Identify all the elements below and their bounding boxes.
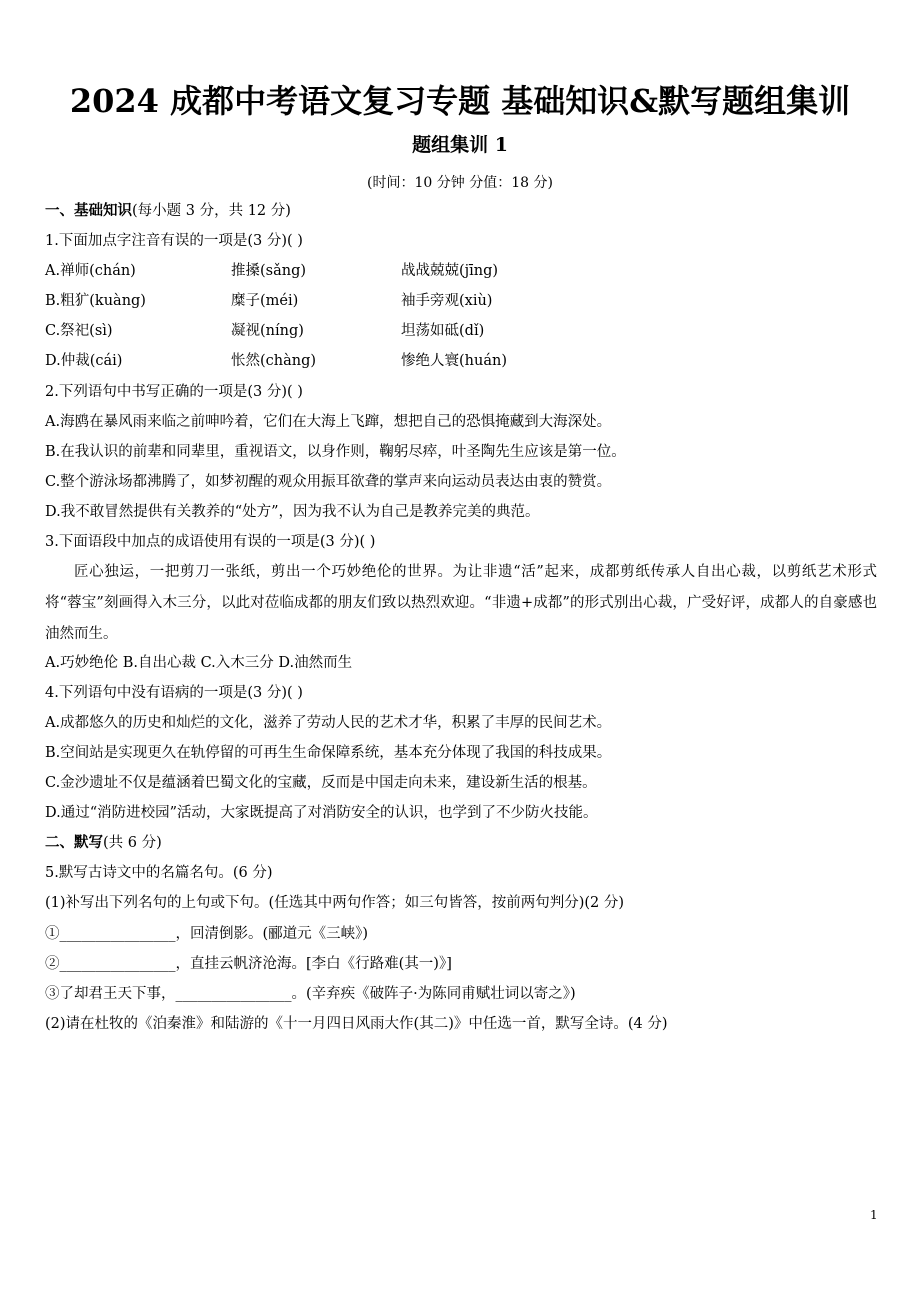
section2-heading-line	[45, 833, 162, 853]
q5-line-1: ①________________，回清倒影。(郦道元《三峡》)	[45, 926, 369, 942]
q1-option-c-item3: 坦荡如砥(dǐ)	[401, 323, 485, 339]
q1-option-a-item1: A.禅师(chán)	[45, 263, 136, 279]
q2-option-a: A.海鸥在暴风雨来临之前呻吟着，它们在大海上飞蹿，想把自己的恐惧掩藏到大海深处。	[45, 414, 612, 430]
q1-stem: 1.下面加点字注音有误的一项是(3 分)( )	[45, 233, 303, 249]
q1-option-b-item2: 糜子(méi)	[231, 293, 299, 309]
q5-stem: 5.默写古诗文中的名篇名句。(6 分)	[45, 865, 273, 881]
q4-stem: 4.下列语句中没有语病的一项是(3 分)( )	[45, 685, 303, 701]
q1-option-c-item2: 凝视(níng)	[231, 323, 304, 339]
q2-option-d: D.我不敢冒然提供有关教养的“处方”，因为我不认为自己是教养完美的典范。	[45, 504, 540, 520]
q2-stem: 2.下列语句中书写正确的一项是(3 分)( )	[45, 384, 303, 400]
section1-heading: 一、基础知识	[45, 202, 132, 219]
q4-option-d: D.通过“消防进校园”活动，大家既提高了对消防安全的认识，也学到了不少防火技能。	[45, 805, 598, 821]
time-score-info: (时间：10 分钟 分值：18 分)	[367, 175, 553, 191]
q2-option-c: C.整个游泳场都沸腾了，如梦初醒的观众用振耳欲聋的掌声来向运动员表达由衷的赞赏。	[45, 474, 612, 490]
q5-part1: (1)补写出下列名句的上句或下句。(任选其中两句作答；如三句皆答，按前两句判分)(2 分)	[45, 895, 624, 911]
q5-part2: (2)请在杜牧的《泊秦淮》和陆游的《十一月四日风雨大作(其二)》中任选一首，默写全诗。(4 分)	[45, 1016, 668, 1032]
q1-option-d-item3: 惨绝人寰(huán)	[401, 353, 507, 369]
q4-option-b: B.空间站是实现更久在轨停留的可再生生命保障系统，基本充分体现了我国的科技成果。	[45, 745, 612, 761]
q1-option-d-item2: 怅然(chàng)	[231, 353, 317, 369]
q1-option-b-item1: B.粗犷(kuàng)	[45, 293, 146, 309]
q1-option-c-item1: C.祭祀(sì)	[45, 323, 113, 339]
q5-line-2: ②________________，直挂云帆济沧海。[李白《行路难(其一)》]	[45, 956, 452, 972]
q2-option-b: B.在我认识的前辈和同辈里，重视语文，以身作则，鞠躬尽瘁，叶圣陶先生应该是第一位。	[45, 444, 626, 460]
page-number: 1	[870, 1208, 878, 1222]
q1-option-a-item3: 战战兢兢(jīng)	[401, 263, 499, 279]
q3-passage: 匠心独运，一把剪刀一张纸，剪出一个巧妙绝伦的世界。为让非遗“活”起来，成都剪纸传承人自出心裁，以剪纸艺术形式将“蓉宝”刻画得入木三分，以此对莅临成都的朋友们致以热烈欢迎。“非遗+成都”的形式别出心裁，广受好评，成都人的自豪感也油然而生。	[45, 564, 877, 642]
q3-stem: 3.下面语段中加点的成语使用有误的一项是(3 分)( )	[45, 534, 376, 550]
section2-heading: 二、默写	[45, 834, 103, 851]
q4-option-c: C.金沙遗址不仅是蕴涵着巴蜀文化的宝藏，反而是中国走向未来，建设新生活的根基。	[45, 775, 597, 791]
q4-option-a: A.成都悠久的历史和灿烂的文化，滋养了劳动人民的艺术才华，积累了丰厚的民间艺术。	[45, 715, 612, 731]
section1-heading-note: (每小题 3 分，共 12 分)	[132, 203, 291, 219]
section2-heading-note: (共 6 分)	[103, 835, 162, 851]
q1-option-a-item2: 推搡(sǎng)	[231, 263, 307, 279]
section1-heading-line	[45, 201, 291, 221]
q3-options: A.巧妙绝伦 B.自出心裁 C.入木三分 D.油然而生	[45, 655, 353, 671]
q5-line-3: ③了却君王天下事，________________。(辛弃疾《破阵子·为陈同甫赋壮词以寄之》)	[45, 986, 576, 1002]
q1-option-b-item3: 袖手旁观(xiù)	[401, 293, 493, 309]
document-subtitle: 题组集训 1	[412, 134, 508, 156]
q1-option-d-item1: D.仲裁(cái)	[45, 353, 123, 369]
document-title: 2024 成都中考语文复习专题 基础知识&默写题组集训	[69, 82, 851, 120]
